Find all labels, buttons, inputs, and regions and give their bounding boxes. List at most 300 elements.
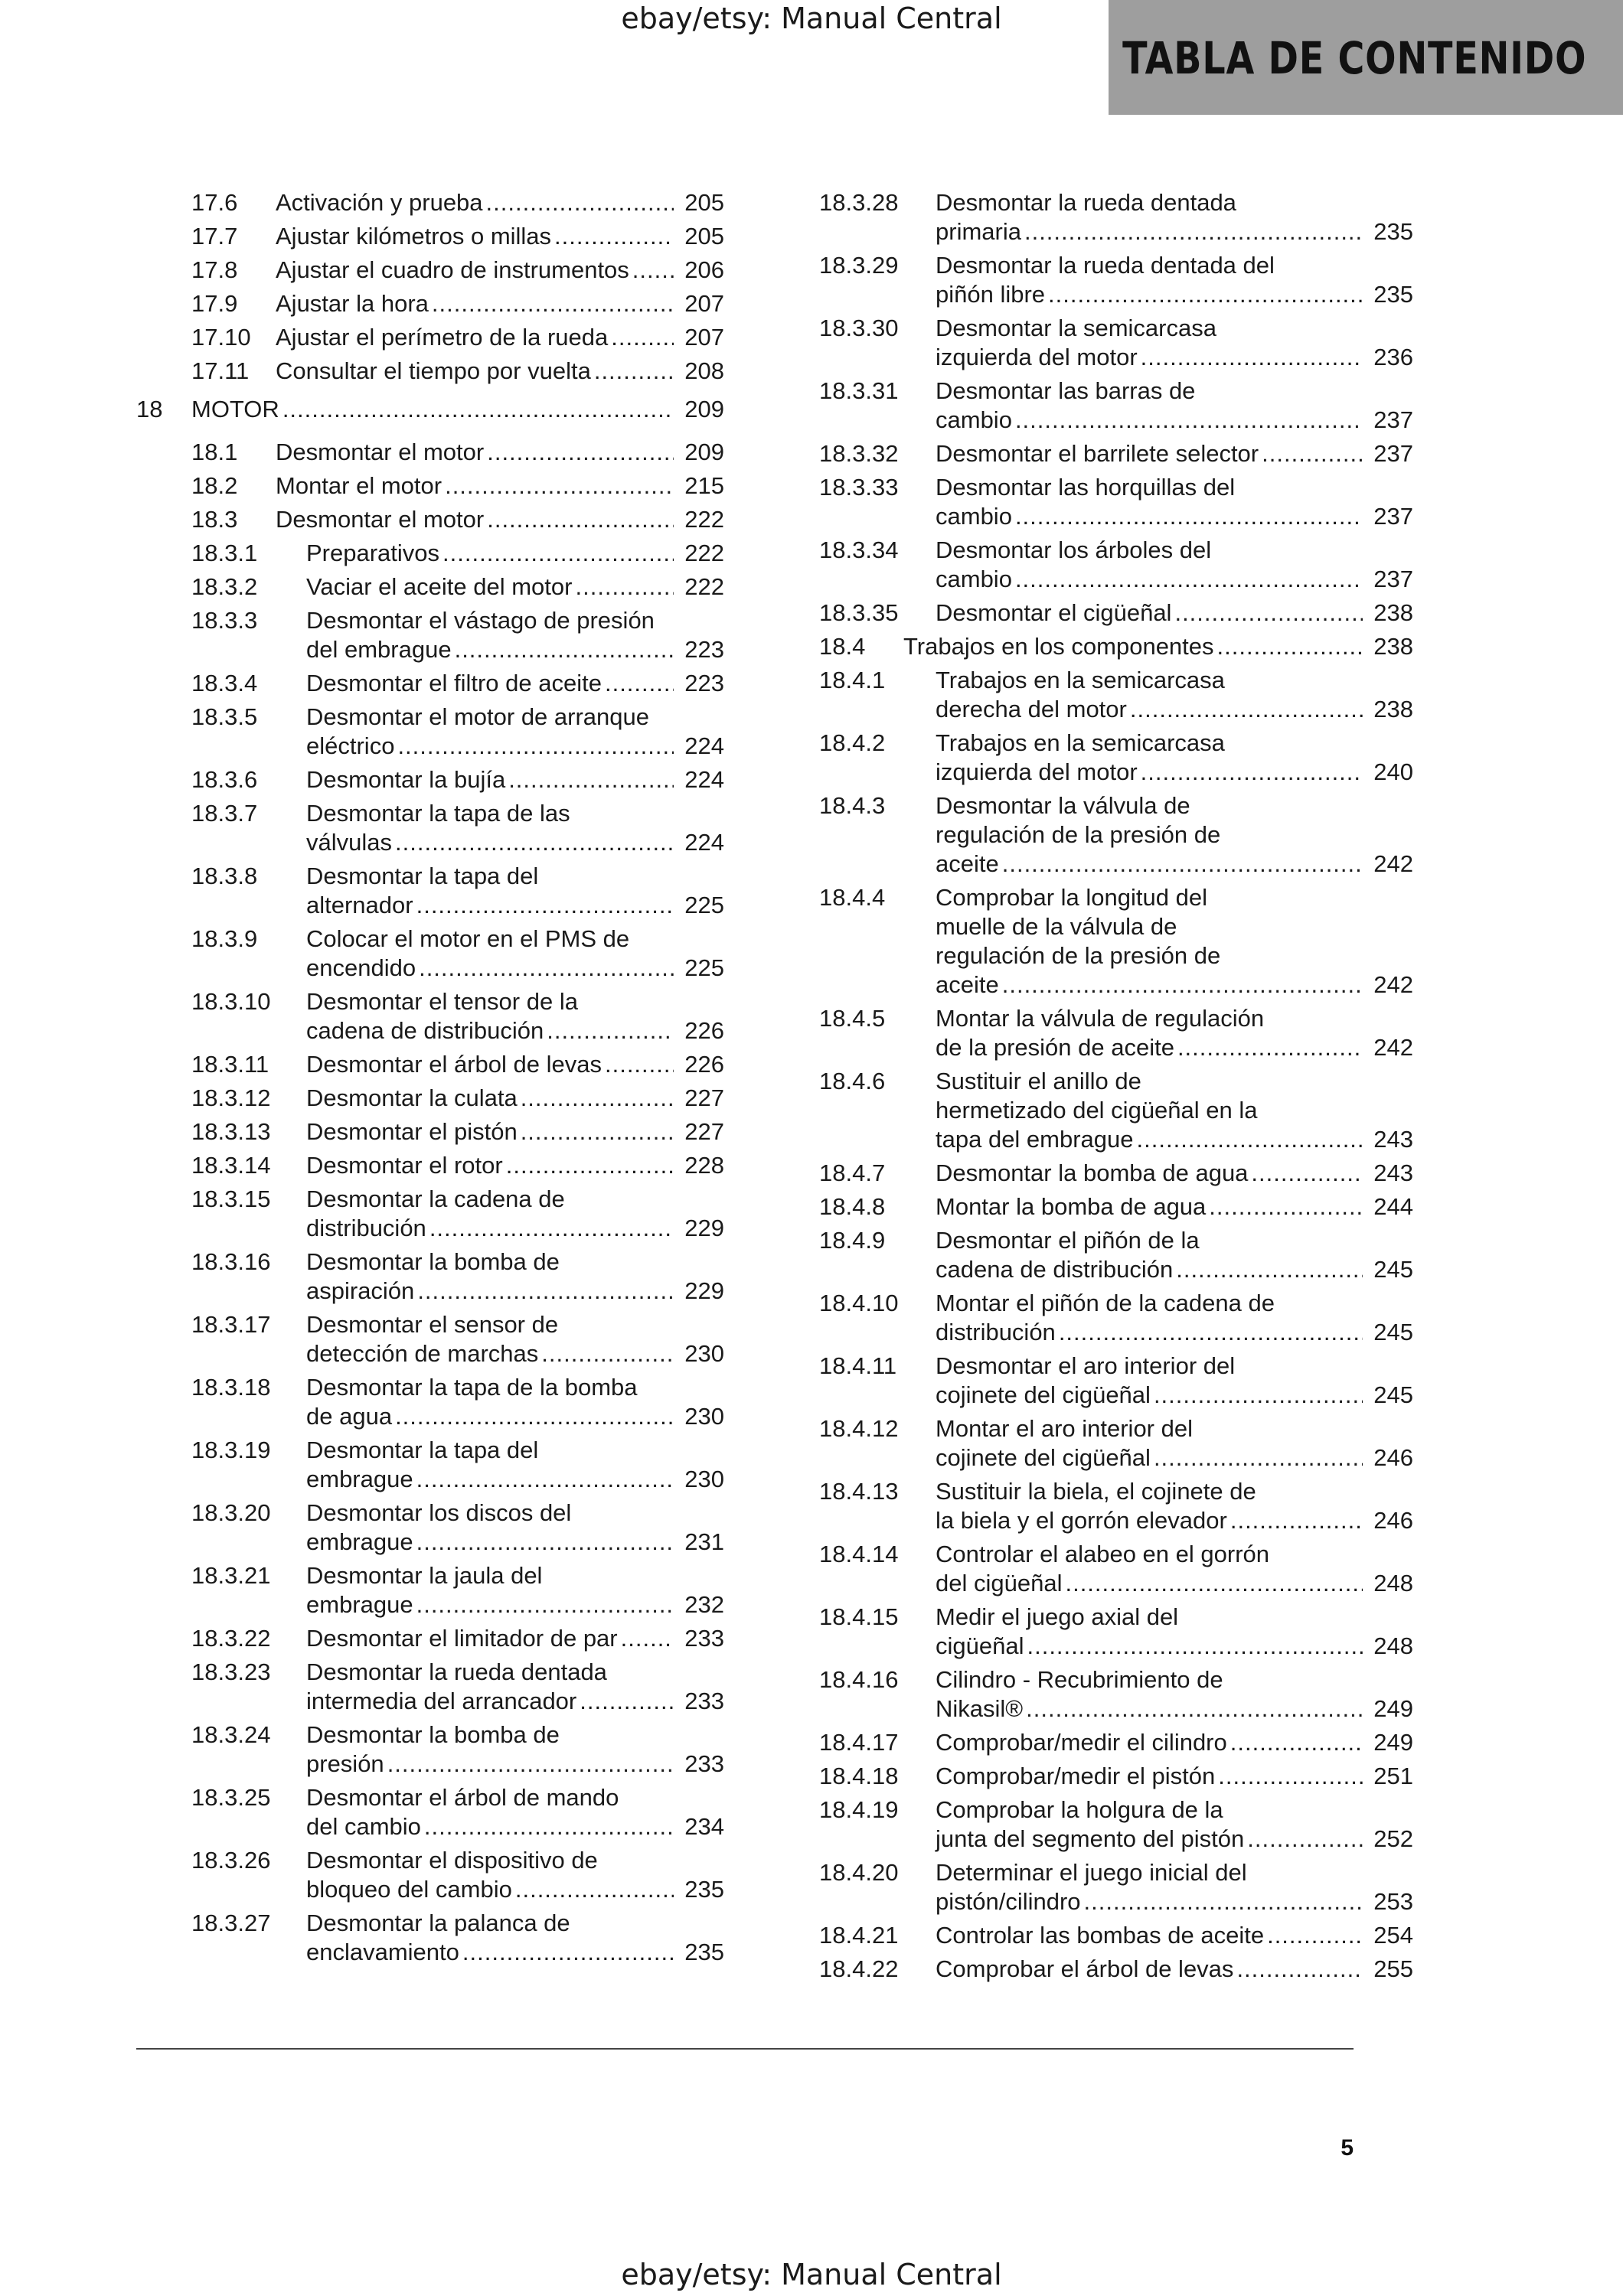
toc-entry[interactable] — [136, 357, 724, 386]
toc-entry-final-line — [276, 222, 724, 251]
dot-leader — [1218, 1762, 1363, 1791]
dot-leader — [1267, 1921, 1363, 1950]
toc-entry-page: 206 — [684, 256, 724, 283]
dot-leader — [506, 1151, 674, 1180]
toc-entry-page: 223 — [684, 670, 724, 696]
toc-entry-page: 251 — [1373, 1763, 1413, 1789]
dot-leader — [521, 1084, 674, 1113]
dot-leader — [487, 438, 674, 467]
toc-entry[interactable] — [136, 1084, 724, 1113]
toc-entry[interactable] — [136, 1373, 724, 1431]
dot-leader — [515, 1875, 674, 1904]
toc-entry-title-line: Desmontar la bujía — [306, 766, 506, 793]
toc-entry-title-line: Desmontar la tapa de las — [306, 800, 570, 827]
toc-entry-title-line: Desmontar el motor de arranque — [306, 703, 650, 730]
toc-entry-title-line: izquierda del motor — [936, 344, 1138, 370]
toc-entry[interactable] — [136, 1436, 724, 1494]
toc-entry-body — [936, 1728, 1413, 1757]
toc-entry[interactable] — [819, 1728, 1413, 1757]
toc-entry-final-line — [936, 1728, 1413, 1757]
toc-entry-final-line — [306, 669, 724, 698]
toc-entry-number: 18.3.25 — [191, 1784, 271, 1811]
toc-entry-title-line: izquierda del motor — [936, 758, 1138, 785]
toc-entry-number: 18.4.2 — [819, 729, 886, 756]
toc-entry[interactable] — [136, 703, 724, 761]
toc-entry-body — [936, 1352, 1413, 1410]
toc-entry-body — [306, 1436, 724, 1494]
toc-entry[interactable] — [136, 256, 724, 285]
toc-entry-final-line — [936, 1825, 1413, 1854]
toc-entry[interactable] — [819, 1067, 1413, 1154]
toc-entry[interactable] — [819, 632, 1413, 661]
toc-entry-page: 242 — [1373, 1034, 1413, 1061]
toc-entry-title-line: Desmontar la tapa del — [306, 1437, 539, 1463]
toc-entry-page: 234 — [684, 1813, 724, 1840]
toc-entry-body — [936, 1603, 1413, 1661]
toc-entry-page: 225 — [684, 892, 724, 918]
toc-entry-page: 222 — [684, 540, 724, 566]
toc-entry-title-line: Desmontar la semicarcasa — [936, 315, 1216, 341]
toc-entry-title-line: embrague — [306, 1591, 413, 1618]
toc-entry[interactable] — [819, 188, 1413, 246]
toc-entry[interactable] — [136, 1720, 724, 1779]
toc-entry-number: 18.3.10 — [191, 988, 271, 1015]
toc-entry[interactable] — [136, 1499, 724, 1557]
toc-entry-title-line: piñón libre — [936, 281, 1046, 308]
toc-entry-number: 18.4.20 — [819, 1859, 899, 1886]
toc-entry[interactable] — [136, 1185, 724, 1243]
toc-entry-title-line: Desmontar el filtro de aceite — [306, 670, 602, 696]
toc-entry-body — [306, 1846, 724, 1904]
toc-entry-body — [276, 222, 724, 251]
toc-entry-title-line: Desmontar la rueda dentada — [306, 1658, 607, 1685]
toc-entry-body — [936, 883, 1413, 1000]
toc-entry[interactable] — [819, 1414, 1413, 1473]
toc-entry-number: 18.4.14 — [819, 1541, 899, 1567]
toc-entry-number: 18.4.16 — [819, 1666, 899, 1693]
toc-entry-final-line — [306, 1151, 724, 1180]
toc-entry-final-line — [936, 850, 1413, 879]
toc-entry[interactable] — [136, 188, 724, 217]
toc-entry-body — [276, 438, 724, 467]
toc-entry-page: 235 — [1373, 218, 1413, 245]
toc-entry-title-line: Desmontar la tapa de la bomba — [306, 1374, 638, 1401]
toc-entry-body — [936, 1858, 1413, 1916]
toc-entry-final-line — [306, 1117, 724, 1146]
toc-entry-title-line: Vaciar el aceite del motor — [306, 573, 573, 600]
toc-entry-final-line — [936, 1255, 1413, 1284]
toc-entry-title-line: Ajustar el perímetro de la rueda — [276, 324, 609, 351]
toc-entry-final-line — [306, 1812, 724, 1841]
toc-entry-title-line: Sustituir la biela, el cojinete de — [936, 1478, 1256, 1505]
toc-entry[interactable] — [819, 1603, 1413, 1661]
toc-entry-number: 18.3.30 — [819, 315, 899, 341]
toc-entry-final-line — [306, 572, 724, 602]
header-banner — [1109, 0, 1623, 115]
toc-entry-title-line: embrague — [306, 1466, 413, 1492]
toc-entry-page: 226 — [684, 1051, 724, 1078]
toc-entry-title-line: Desmontar el aro interior del — [936, 1352, 1236, 1379]
toc-entry-page: 254 — [1373, 1922, 1413, 1949]
dot-leader — [580, 1687, 674, 1716]
dot-leader — [1130, 695, 1363, 724]
toc-entry-final-line — [936, 1192, 1413, 1221]
dot-leader — [1176, 1255, 1363, 1284]
toc-entry[interactable] — [819, 314, 1413, 372]
toc-entry-body — [936, 1540, 1413, 1598]
toc-entry-body — [936, 1159, 1413, 1188]
toc-entry-number: 17.9 — [191, 290, 238, 317]
toc-entry[interactable] — [819, 666, 1413, 724]
toc-entry[interactable] — [136, 862, 724, 920]
toc-entry-page: 209 — [684, 396, 724, 422]
toc-entry-number: 18.4.7 — [819, 1159, 886, 1186]
toc-entry-title-line: Desmontar la válvula de — [936, 792, 1190, 819]
toc-entry[interactable] — [136, 572, 724, 602]
toc-entry-title-line: Consultar el tiempo por vuelta — [276, 357, 591, 384]
toc-entry-page: 223 — [684, 636, 724, 663]
toc-entry-body — [306, 1561, 724, 1619]
toc-entry-body — [936, 1477, 1413, 1535]
toc-entry-final-line — [306, 1277, 724, 1306]
toc-entry[interactable] — [819, 377, 1413, 435]
toc-entry-title-line: cigüeñal — [936, 1632, 1024, 1659]
toc-entry[interactable] — [136, 606, 724, 664]
toc-entry[interactable] — [819, 536, 1413, 594]
toc-entry-page: 215 — [684, 472, 724, 499]
toc-entry-title-line: Desmontar la tapa del — [306, 863, 539, 889]
toc-entry[interactable] — [136, 1783, 724, 1841]
toc-entry-title-line: Desmontar la bomba de — [306, 1248, 560, 1275]
toc-entry-body — [306, 1373, 724, 1431]
dot-leader — [1015, 502, 1363, 531]
toc-entry[interactable] — [819, 1955, 1413, 1984]
toc-entry-number: 18.3.31 — [819, 377, 899, 404]
toc-entry-title-line: enclavamiento — [306, 1939, 459, 1965]
toc-entry-body — [306, 1151, 724, 1180]
toc-entry-final-line — [936, 970, 1413, 1000]
toc-entry-title-line: aspiración — [306, 1277, 415, 1304]
dot-leader — [416, 891, 674, 920]
toc-entry-title-line: tapa del embrague — [936, 1126, 1134, 1153]
toc-entry-number: 18.4.18 — [819, 1763, 899, 1789]
toc-entry-page: 237 — [1373, 566, 1413, 592]
toc-entry[interactable] — [136, 438, 724, 467]
toc-entry-page: 225 — [684, 954, 724, 981]
toc-entry-final-line — [936, 1033, 1413, 1062]
toc-entry-body — [276, 505, 724, 534]
toc-entry-title-line: cambio — [936, 503, 1012, 530]
toc-entry-title-line: Nikasil® — [936, 1695, 1024, 1722]
toc-entry-final-line — [191, 395, 724, 424]
toc-entry[interactable] — [136, 1846, 724, 1904]
dot-leader — [1209, 1192, 1363, 1221]
dot-leader — [395, 828, 674, 857]
toc-entry[interactable] — [136, 1247, 724, 1306]
toc-entry-page: 249 — [1373, 1695, 1413, 1722]
toc-entry-number: 17.10 — [191, 324, 251, 351]
toc-entry[interactable] — [819, 598, 1413, 628]
toc-entry-title-line: embrague — [306, 1528, 413, 1555]
toc-entry-final-line — [936, 280, 1413, 309]
toc-entry-title-line: aceite — [936, 971, 999, 998]
toc-entry-number: 18.3.27 — [191, 1910, 271, 1936]
toc-entry[interactable] — [136, 669, 724, 698]
toc-entry-page: 228 — [684, 1152, 724, 1179]
dot-leader — [1262, 439, 1363, 468]
toc-entry-number: 18.3.1 — [191, 540, 258, 566]
toc-entry[interactable] — [136, 1909, 724, 1967]
dot-leader — [1137, 1125, 1363, 1154]
toc-entry-final-line — [306, 1528, 724, 1557]
toc-entry-body — [306, 1909, 724, 1967]
toc-entry[interactable] — [136, 471, 724, 501]
toc-entry[interactable] — [136, 505, 724, 534]
toc-entry-title-line: cojinete del cigüeñal — [936, 1381, 1151, 1408]
toc-entry-body — [276, 471, 724, 501]
toc-entry-number: 18.3.16 — [191, 1248, 271, 1275]
toc-entry-number: 18.4.5 — [819, 1005, 886, 1032]
toc-entry-body — [306, 669, 724, 698]
toc-entry-title-line: Desmontar las barras de — [936, 377, 1196, 404]
toc-entry-final-line — [936, 1694, 1413, 1724]
toc-entry-body — [306, 1783, 724, 1841]
toc-entry-number: 18.3.6 — [191, 766, 258, 793]
toc-entry[interactable] — [819, 1004, 1413, 1062]
toc-entry[interactable] — [136, 1117, 724, 1146]
toc-entry-title-line: Desmontar la jaula del — [306, 1562, 543, 1589]
toc-entry-page: 253 — [1373, 1888, 1413, 1915]
toc-entry-body — [936, 791, 1413, 879]
toc-entry-title-line: Desmontar el tensor de la — [306, 988, 578, 1015]
toc-entry-title-line: primaria — [936, 218, 1021, 245]
toc-entry-page: 231 — [684, 1528, 724, 1555]
toc-entry-number: 18.3.23 — [191, 1658, 271, 1685]
toc-entry-body — [936, 1004, 1413, 1062]
toc-entry-final-line — [306, 1465, 724, 1494]
toc-entry-title-line: Desmontar el motor — [276, 439, 485, 465]
toc-entry-title-line: de la presión de aceite — [936, 1034, 1174, 1061]
toc-entry[interactable] — [136, 1658, 724, 1716]
toc-entry[interactable] — [819, 251, 1413, 309]
toc-entry-title-line: Desmontar el motor — [276, 506, 485, 533]
toc-entry-body — [306, 703, 724, 761]
toc-entry-title-line: la biela y el gorrón elevador — [936, 1507, 1227, 1534]
toc-entry-body — [306, 799, 724, 857]
toc-entry-title-line: MOTOR — [191, 396, 279, 422]
toc-entry[interactable] — [819, 1352, 1413, 1410]
page-number: 5 — [1341, 2135, 1354, 2161]
dot-leader — [1247, 1825, 1363, 1854]
toc-entry-number: 18.4.11 — [819, 1352, 897, 1379]
toc-entry[interactable] — [136, 222, 724, 251]
toc-entry-body — [936, 729, 1413, 787]
toc-entry-body — [276, 289, 724, 318]
toc-entry-number: 18.4.21 — [819, 1922, 899, 1949]
toc-entry-body — [306, 1658, 724, 1716]
toc-right-column — [819, 188, 1413, 1988]
dot-leader — [632, 256, 674, 285]
toc-entry[interactable] — [136, 1561, 724, 1619]
toc-entry[interactable] — [819, 1159, 1413, 1188]
toc-entry-number: 18.2 — [191, 472, 238, 499]
toc-entry-final-line — [306, 954, 724, 983]
toc-entry-number: 18.4.15 — [819, 1603, 899, 1630]
toc-entry-title-line: Desmontar el sensor de — [306, 1311, 559, 1338]
toc-entry-number: 18.3.15 — [191, 1186, 271, 1212]
toc-entry-page: 230 — [684, 1340, 724, 1367]
toc-entry-title-line: Montar la válvula de regulación — [936, 1005, 1265, 1032]
toc-entry-page: 235 — [684, 1876, 724, 1903]
toc-entry-title-line: Activación y prueba — [276, 189, 483, 216]
toc-entry[interactable] — [819, 1921, 1413, 1950]
toc-entry[interactable] — [819, 1477, 1413, 1535]
toc-entry-page: 233 — [684, 1750, 724, 1777]
toc-entry-number: 18.1 — [191, 439, 238, 465]
dot-leader — [547, 1016, 674, 1045]
toc-entry-body — [936, 1414, 1413, 1473]
toc-entry-number: 18.4.13 — [819, 1478, 899, 1505]
toc-entry-number: 18.4.1 — [819, 667, 886, 693]
toc-entry-title-line: de agua — [306, 1403, 393, 1430]
toc-entry-page: 224 — [684, 732, 724, 759]
toc-entry-title-line: hermetizado del cigüeñal en la — [936, 1097, 1258, 1124]
toc-entry[interactable] — [136, 925, 724, 983]
toc-entry-body — [276, 323, 724, 352]
toc-entry-title-line: cadena de distribución — [936, 1256, 1174, 1283]
toc-entry[interactable] — [136, 539, 724, 568]
toc-entry[interactable] — [819, 1192, 1413, 1221]
toc-entry-final-line — [936, 758, 1413, 787]
toc-entry[interactable] — [819, 1289, 1413, 1347]
toc-entry-page: 248 — [1373, 1632, 1413, 1659]
toc-entry[interactable] — [819, 1226, 1413, 1284]
toc-entry-title-line: aceite — [936, 850, 999, 877]
toc-entry-page: 205 — [684, 223, 724, 249]
footer-divider — [136, 2048, 1354, 2050]
toc-entry[interactable] — [819, 439, 1413, 468]
toc-entry-title-line: Desmontar los discos del — [306, 1499, 572, 1526]
dot-leader — [605, 1050, 674, 1079]
toc-entry-body — [903, 632, 1413, 661]
toc-entry-final-line — [936, 1443, 1413, 1473]
toc-entry-page: 255 — [1373, 1955, 1413, 1982]
toc-entry-page: 252 — [1373, 1825, 1413, 1852]
dot-leader — [621, 1624, 674, 1653]
toc-entry-body — [306, 1084, 724, 1113]
toc-entry[interactable] — [136, 1151, 724, 1180]
toc-entry-title-line: derecha del motor — [936, 696, 1127, 722]
toc-entry-title-line: Desmontar el limitador de par — [306, 1625, 618, 1652]
dot-leader — [1217, 632, 1363, 661]
toc-entry-body — [936, 1067, 1413, 1154]
toc-entry[interactable] — [136, 765, 724, 794]
watermark-bottom: ebay/etsy: Manual Central — [621, 2258, 1002, 2291]
toc-entry-title-line: del cambio — [306, 1813, 421, 1840]
toc-entry-page: 237 — [1373, 503, 1413, 530]
toc-entry-title-line: cambio — [936, 406, 1012, 433]
dot-leader — [521, 1117, 674, 1146]
toc-entry-title-line: Desmontar la culata — [306, 1084, 518, 1111]
toc-entry[interactable] — [136, 1624, 724, 1653]
dot-leader — [1059, 1318, 1363, 1347]
toc-entry-title-line: Desmontar la bomba de agua — [936, 1159, 1249, 1186]
toc-entry-title-line: Sustituir el anillo de — [936, 1068, 1141, 1094]
dot-leader — [429, 1214, 674, 1243]
toc-entry-page: 207 — [684, 290, 724, 317]
toc-entry-page: 246 — [1373, 1444, 1413, 1471]
toc-entry-final-line — [276, 357, 724, 386]
dot-leader — [445, 471, 674, 501]
toc-entry[interactable] — [136, 289, 724, 318]
toc-entry[interactable] — [819, 473, 1413, 531]
toc-entry-number: 18.3.11 — [191, 1051, 269, 1078]
dot-leader — [1027, 1632, 1363, 1661]
dot-leader — [1024, 217, 1363, 246]
toc-entry-final-line — [936, 1381, 1413, 1410]
toc-entry-page: 224 — [684, 766, 724, 793]
toc-entry-title-line: intermedia del arrancador — [306, 1688, 577, 1714]
toc-entry[interactable] — [819, 1795, 1413, 1854]
toc-entry-title-line: pistón/cilindro — [936, 1888, 1081, 1915]
toc-entry-body — [936, 536, 1413, 594]
toc-entry[interactable] — [136, 395, 724, 424]
toc-entry-title-line: regulación de la presión de — [936, 821, 1221, 848]
dot-leader — [611, 323, 674, 352]
toc-entry-number: 18.3.13 — [191, 1118, 271, 1145]
toc-entry-body — [276, 256, 724, 285]
toc-entry[interactable] — [819, 883, 1413, 1000]
toc-entry-body — [306, 1624, 724, 1653]
toc-entry[interactable] — [136, 799, 724, 857]
toc-entry[interactable] — [819, 729, 1413, 787]
toc-entry[interactable] — [136, 323, 724, 352]
dot-leader — [1230, 1506, 1363, 1535]
dot-leader — [1251, 1159, 1363, 1188]
toc-entry-title-line: Desmontar el vástago de presión — [306, 607, 655, 634]
toc-entry-final-line — [306, 891, 724, 920]
dot-leader — [541, 1339, 674, 1368]
toc-entry[interactable] — [819, 1665, 1413, 1724]
toc-entry-title-line: Ajustar la hora — [276, 290, 429, 317]
dot-leader — [1065, 1569, 1363, 1598]
toc-entry[interactable] — [819, 791, 1413, 879]
toc-entry-number: 17.11 — [191, 357, 250, 384]
toc-entry-final-line — [936, 1955, 1413, 1984]
toc-entry[interactable] — [136, 1310, 724, 1368]
toc-entry[interactable] — [819, 1540, 1413, 1598]
toc-entry-title-line: Ajustar el cuadro de instrumentos — [276, 256, 629, 283]
dot-leader — [416, 1465, 674, 1494]
toc-entry-number: 18.3.26 — [191, 1847, 271, 1874]
toc-entry[interactable] — [136, 987, 724, 1045]
toc-entry-body — [936, 1226, 1413, 1284]
toc-entry-number: 18.3.18 — [191, 1374, 271, 1401]
dot-leader — [594, 357, 674, 386]
dot-leader — [416, 1590, 674, 1619]
toc-entry-page: 209 — [684, 439, 724, 465]
toc-entry-body — [936, 1762, 1413, 1791]
toc-entry-page: 245 — [1373, 1381, 1413, 1408]
toc-entry-number: 17.7 — [191, 223, 238, 249]
toc-entry-title-line: Desmontar la cadena de — [306, 1186, 565, 1212]
toc-entry[interactable] — [819, 1858, 1413, 1916]
toc-entry-body — [936, 314, 1413, 372]
toc-entry[interactable] — [136, 1050, 724, 1079]
toc-entry-body — [936, 1192, 1413, 1221]
toc-entry[interactable] — [819, 1762, 1413, 1791]
toc-entry-title-line: Determinar el juego inicial del — [936, 1859, 1247, 1886]
